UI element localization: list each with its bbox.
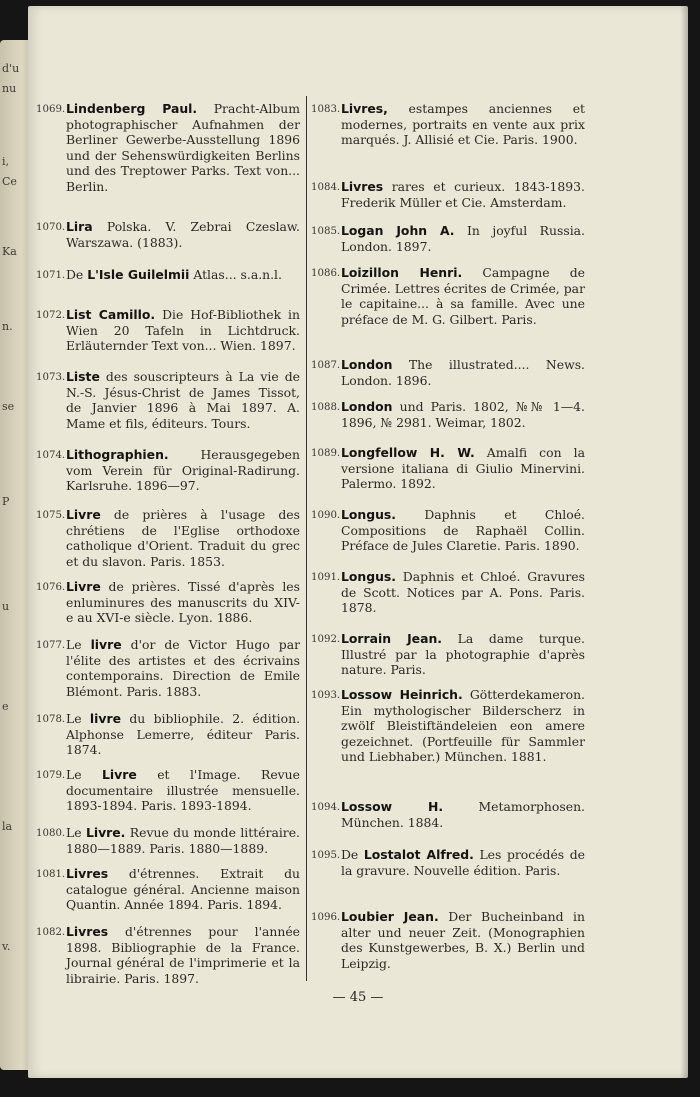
- entry-number: 1077.: [36, 640, 66, 651]
- entry-number: 1095.: [311, 850, 341, 861]
- entry-1095: [311, 847, 585, 909]
- entry-1080: [36, 825, 300, 866]
- entry-number: 1076.: [36, 582, 66, 593]
- entry-text: Die Hof-Bibliothek in Wien 20 Tafeln in Lichtdruck. Erläuternder Text von... Wien. 1897.: [66, 307, 300, 354]
- entry-1096: [311, 909, 585, 971]
- left-column: [36, 101, 300, 986]
- entry-heading: List Camillo.: [66, 307, 156, 322]
- entry-heading: Longus.: [341, 569, 397, 584]
- entry-number: 1091.: [311, 572, 341, 583]
- entry-text: du bibliophile. 2. édition. Alphonse Lemerre, éditeur Paris. 1874.: [66, 711, 301, 758]
- entry-number: 1072.: [36, 310, 66, 321]
- entry-1078: [36, 711, 300, 767]
- entry-1075: [36, 507, 300, 579]
- entry-1072: [36, 307, 300, 369]
- entry-1070: [36, 219, 300, 267]
- margin-fragment: v.: [2, 940, 11, 953]
- entry-text: Der Bucheinband in alter und neuer Zeit. (Monographien des Kunstgewerbes, B. X.) Berlin und Leipzig.: [341, 909, 586, 971]
- entry-number: 1090.: [311, 510, 341, 521]
- entry-number: 1087.: [311, 360, 341, 371]
- entry-1092: [311, 631, 585, 687]
- entry-prefix: Le: [66, 767, 103, 782]
- entry-heading: Longfellow H. W.: [341, 445, 475, 460]
- entry-1086: [311, 265, 585, 357]
- entry-text: Polska. V. Zebrai Czeslaw. Warszawa. (1883).: [66, 219, 300, 250]
- entry-1073: [36, 369, 300, 447]
- entry-text: Les procédés de la gravure. Nouvelle édition. Paris.: [341, 847, 585, 878]
- margin-fragment: i,: [2, 155, 10, 168]
- entry-heading: Lossow Heinrich.: [341, 687, 463, 702]
- entry-1076: [36, 579, 300, 637]
- entry-heading: Livres: [341, 179, 384, 194]
- entry-1071: [36, 267, 300, 307]
- entry-heading: Logan John A.: [341, 223, 455, 238]
- entry-number: 1092.: [311, 634, 341, 645]
- margin-fragment: la: [2, 820, 13, 833]
- entry-1087: [311, 357, 585, 399]
- right-column: [311, 101, 585, 971]
- entry-text: La dame turque. Illustré par la photographie d'après nature. Paris.: [341, 631, 585, 678]
- entry-heading: Lorrain Jean.: [341, 631, 442, 646]
- entry-1074: [36, 447, 300, 507]
- margin-fragment: e: [2, 700, 9, 713]
- entry-heading: Lossow H.: [341, 799, 444, 814]
- entry-1088: [311, 399, 585, 445]
- entry-number: 1073.: [36, 372, 66, 383]
- entry-heading: Lithographien.: [66, 447, 169, 462]
- entry-heading: London: [341, 399, 393, 414]
- entry-text: Campagne de Crimée. Lettres écrites de Crimée, par le capitaine... à sa famille. Avec une préface de M. G. Gilbert. Paris.: [341, 265, 585, 327]
- entry-heading: Lindenberg Paul.: [66, 101, 198, 116]
- entry-1081: [36, 866, 300, 924]
- entry-1089: [311, 445, 585, 507]
- entry-1093: [311, 687, 585, 799]
- entry-heading: Livres,: [341, 101, 388, 116]
- entry-1079: [36, 767, 300, 825]
- entry-heading: Lira: [66, 219, 93, 234]
- entry-heading: Livre.: [85, 825, 126, 840]
- entry-1094: [311, 799, 585, 847]
- margin-fragment: P: [2, 495, 10, 508]
- entry-1084: [311, 179, 585, 223]
- entry-text: Götterdekameron. Ein mythologischer Bilderscherz in zwölf Bleistiftändeleien eon amere gezeichnet. (Portfeuille für Sammler und Liebhaber.) München. 1881.: [341, 687, 585, 765]
- entry-heading: Livres: [66, 866, 109, 881]
- entry-prefix: Le: [66, 825, 86, 840]
- entry-number: 1089.: [311, 448, 341, 459]
- entry-number: 1083.: [311, 104, 341, 115]
- entry-1091: [311, 569, 585, 631]
- entry-heading: L'Isle Guilelmii: [87, 267, 190, 282]
- entry-1077: [36, 637, 300, 711]
- entry-heading: Liste: [66, 369, 100, 384]
- entry-1083: [311, 101, 585, 179]
- entry-text: Daphnis et Chloé. Gravures de Scott. Notices par A. Pons. Paris. 1878.: [341, 569, 585, 616]
- entry-number: 1082.: [36, 927, 66, 938]
- entry-heading: Loizillon Henri.: [341, 265, 463, 280]
- margin-fragment: d'u: [2, 62, 20, 75]
- entry-heading: Loubier Jean.: [341, 909, 439, 924]
- entry-number: 1086.: [311, 268, 341, 279]
- entry-text: Pracht-Album photographischer Aufnahmen der Berliner Gewerbe-Ausstellung 1896 und der Sehenswürdigkeiten Berlins und des Treptower Parks. Text von... Berlin.: [66, 101, 301, 194]
- margin-fragment: n.: [2, 320, 13, 333]
- entry-text: und Paris. 1802, №№ 1—4. 1896, № 2981. Weimar, 1802.: [341, 399, 585, 430]
- entry-number: 1096.: [311, 912, 341, 923]
- entry-heading: Livres: [66, 924, 109, 939]
- entry-number: 1079.: [36, 770, 66, 781]
- margin-fragment: u: [2, 600, 10, 613]
- column-divider: [306, 96, 307, 981]
- entry-number: 1074.: [36, 450, 66, 461]
- entry-text: Herausgegeben vom Verein für Original-Radirung. Karlsruhe. 1896—97.: [66, 447, 300, 494]
- entry-text: The illustrated.... News. London. 1896.: [341, 357, 585, 388]
- entry-heading: livre: [89, 711, 122, 726]
- entry-heading: Longus.: [341, 507, 397, 522]
- entry-number: 1081.: [36, 869, 66, 880]
- entry-text: Atlas... s.a.n.l.: [189, 267, 282, 282]
- entry-number: 1088.: [311, 402, 341, 413]
- entry-number: 1071.: [36, 270, 66, 281]
- entry-text: des souscripteurs à La vie de N.-S. Jésus-Christ de James Tissot, de Janvier 1896 à Mai 1897. A. Mame et fils, éditeurs. Tours.: [66, 369, 300, 431]
- catalog-page: [28, 6, 688, 1078]
- page-number: — 45 —: [332, 990, 384, 1005]
- entry-prefix: Le: [66, 637, 91, 652]
- entry-text: Metamorphosen. München. 1884.: [341, 799, 585, 830]
- entry-heading: Livre: [66, 579, 101, 594]
- entry-heading: London: [341, 357, 393, 372]
- entry-prefix: Le: [66, 711, 90, 726]
- margin-fragment: Ka: [2, 245, 17, 258]
- entry-prefix: De: [341, 847, 364, 862]
- entry-number: 1075.: [36, 510, 66, 521]
- entry-text: Amalfi con la versione italiana di Giulio Minervini. Palermo. 1892.: [341, 445, 585, 492]
- entry-heading: Livre: [66, 507, 101, 522]
- entry-text: Revue du monde littéraire. 1880—1889. Paris. 1880—1889.: [66, 825, 300, 856]
- entry-text: d'étrennes. Extrait du catalogue général. Ancienne maison Quantin. Année 1894. Paris. 1894.: [66, 866, 300, 913]
- entry-heading: Lostalot Alfred.: [363, 847, 474, 862]
- entry-number: 1084.: [311, 182, 341, 193]
- entry-text: d'or de Victor Hugo par l'élite des artistes et des écrivains contemporains. Direction de Emile Blémont. Paris. 1883.: [66, 637, 301, 699]
- margin-fragment: Ce: [2, 175, 17, 188]
- entry-1069: [36, 101, 300, 219]
- entry-number: 1094.: [311, 802, 341, 813]
- entry-text: de prières. Tissé d'après les enluminures des manuscrits du XIV-e au XVI-e siècle. Lyon. 1886.: [66, 579, 300, 626]
- entry-1090: [311, 507, 585, 569]
- entry-1085: [311, 223, 585, 265]
- entry-text: Daphnis et Chloé. Compositions de Raphaël Collin. Préface de Jules Claretie. Paris. 1890.: [341, 507, 585, 554]
- margin-fragment: se: [2, 400, 15, 413]
- entry-text: et l'Image. Revue documentaire illustrée mensuelle. 1893-1894. Paris. 1893-1894.: [66, 767, 300, 814]
- entry-number: 1093.: [311, 690, 341, 701]
- entry-text: In joyful Russia. London. 1897.: [341, 223, 585, 254]
- entry-number: 1080.: [36, 828, 66, 839]
- entry-number: 1069.: [36, 104, 66, 115]
- entry-1082: [36, 924, 300, 986]
- entry-text: d'étrennes pour l'année 1898. Bibliographie de la France. Journal général de l'imprimerie et la librairie. Paris. 1897.: [66, 924, 300, 986]
- entry-number: 1085.: [311, 226, 341, 237]
- entry-text: estampes anciennes et modernes, portraits en vente aux prix marqués. J. Allisié et Cie. Paris. 1900.: [341, 101, 585, 148]
- margin-fragment: nu: [2, 82, 17, 95]
- entry-heading: livre: [90, 637, 122, 652]
- entry-number: 1070.: [36, 222, 66, 233]
- previous-page-fragments: [0, 40, 30, 1070]
- entry-text: de prières à l'usage des chrétiens de l'Eglise orthodoxe catholique d'Orient. Traduit du grec et du slavon. Paris. 1853.: [66, 507, 300, 569]
- entry-prefix: De: [66, 267, 88, 282]
- entry-number: 1078.: [36, 714, 66, 725]
- entry-text: rares et curieux. 1843-1893. Frederik Müller et Cie. Amsterdam.: [341, 179, 585, 210]
- entry-heading: Livre: [102, 767, 137, 782]
